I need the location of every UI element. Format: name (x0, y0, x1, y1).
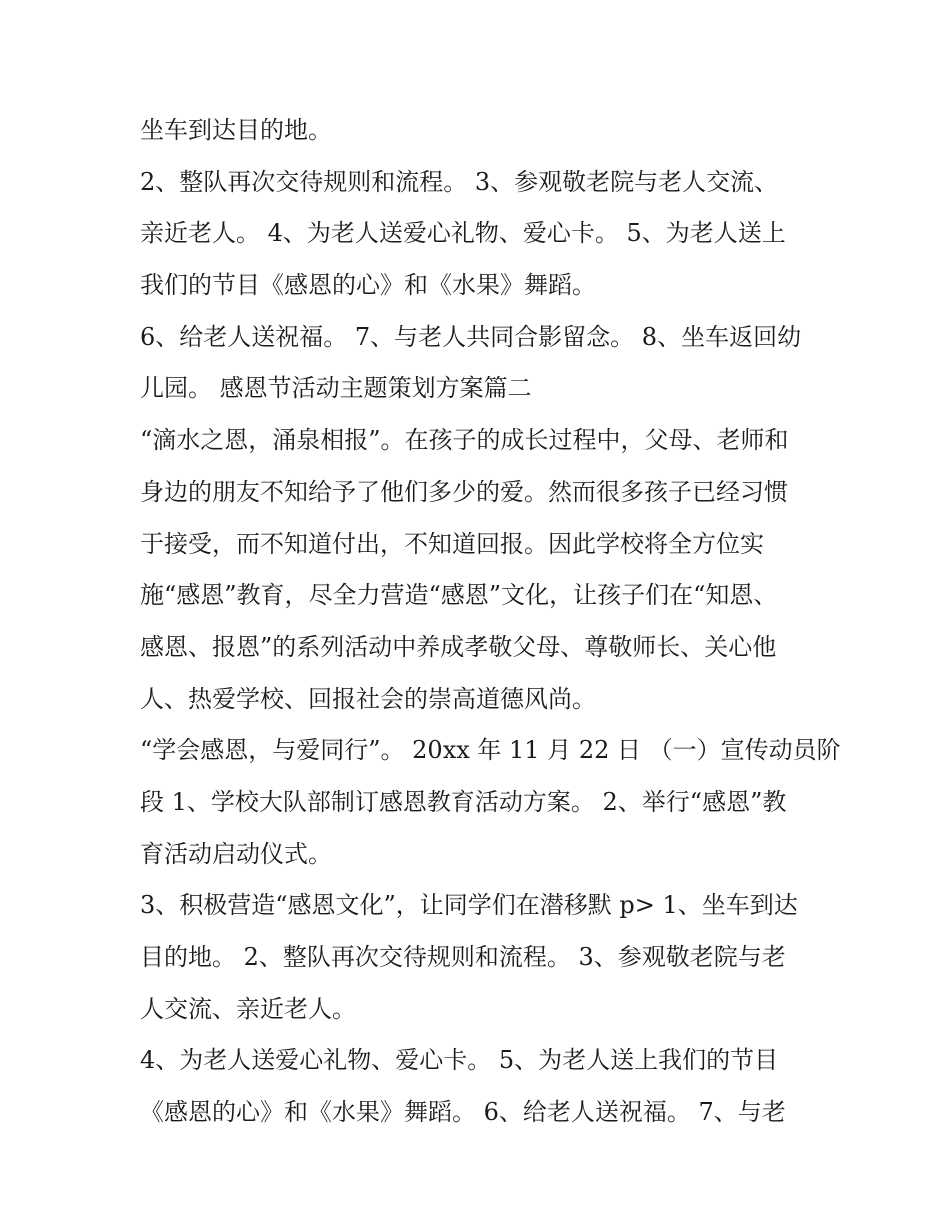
text-line: 《感恩的心》和《水果》舞蹈。 6、给老人送祝福。 7、与老 (140, 1098, 786, 1127)
text-line: “滴水之恩，涌泉相报”。在孩子的成长过程中，父母、老师和 (140, 426, 789, 455)
text-line: 目的地。 2、整队再次交待规则和流程。 3、参观敬老院与老 (140, 943, 786, 971)
text-line: 2、整队再次交待规则和流程。 3、参观敬老院与老人交流、 (140, 167, 779, 196)
text-line: 人、热爱学校、回报社会的崇高道德风尚。 (140, 684, 596, 713)
text-line: 坐车到达目的地。 (140, 116, 332, 144)
text-line: 施“感恩”教育，尽全力营造“感恩”文化，让孩子们在“知恩、 (140, 581, 778, 610)
text-line: 亲近老人。 4、为老人送爱心礼物、爱心卡。 5、为老人送上 (140, 219, 786, 248)
text-line: 身边的朋友不知给予了他们多少的爱。然而很多孩子已经习惯 (140, 477, 788, 506)
text-line: 育活动启动仪式。 (140, 839, 332, 868)
text-line: 于接受，而不知道付出，不知道回报。因此学校将全方位实 (140, 529, 764, 558)
text-line: 3、积极营造“感恩文化”，让同学们在潜移默 p> 1、坐车到达 (140, 891, 798, 920)
text-line: 感恩、报恩”的系列活动中养成孝敬父母、尊敬师长、关心他 (140, 632, 777, 661)
text-line: 6、给老人送祝福。 7、与老人共同合影留念。 8、坐车返回幼 (140, 322, 802, 351)
text-line: “学会感恩，与爱同行”。 20xx 年 11 月 22 日 （一）宣传动员阶 (140, 736, 841, 765)
text-line: 我们的节目《感恩的心》和《水果》舞蹈。 (140, 271, 596, 300)
text-line: 4、为老人送爱心礼物、爱心卡。 5、为老人送上我们的节目 (140, 1046, 779, 1075)
text-line: 段 1、学校大队部制订感恩教育活动方案。 2、举行“感恩”教 (140, 787, 787, 816)
document-body (140, 108, 841, 1142)
text-line: 儿园。 感恩节活动主题策划方案篇二 (140, 374, 532, 403)
text-line: 人交流、亲近老人。 (140, 994, 356, 1023)
